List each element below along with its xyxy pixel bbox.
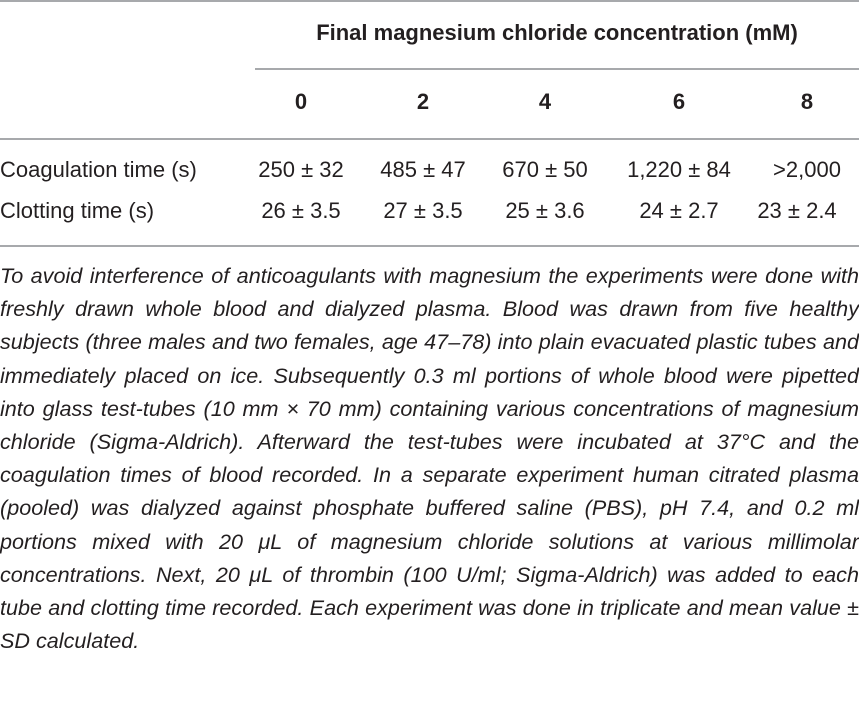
table-cell: 670 ± 50: [502, 157, 588, 182]
table-cell: >2,000: [773, 157, 841, 182]
table-cell: 24 ± 2.7: [639, 198, 719, 223]
column-header: 4: [538, 89, 552, 114]
row-label-clotting-time: Clotting time (s): [0, 198, 155, 223]
table-footnote: To avoid interference of anticoagulants with magnesium the experiments were done with freshly drawn whole blood and dialyzed plasma. Blood was drawn from five healthy subjects (three males and two females, age 47–78) into plain evacuated plastic tubes and immediately placed on ice. Subsequently 0.3 ml portions of whole blood were pipetted into glass test-tubes (10 mm × 70 mm) containing various concentrations of magnesium chloride (Sigma-Aldrich). Afterward the test-tubes were incubated at 37°C and the coagulation times of blood recorded. In a separate experiment human citrated plasma (pooled) was dialyzed against phosphate buffered saline (PBS), pH 7.4, and 0.2 ml portions mixed with 20 μL of magnesium chloride solutions at various millimolar concentrations. Next, 20 μL of thrombin (100 U/ml; Sigma-Aldrich) was added to each tube and clotting time recorded. Each experiment was done in triplicate and mean value ± SD calculated.: [0, 263, 859, 654]
row-label-coagulation-time: Coagulation time (s): [0, 157, 197, 182]
group-header-rule: [255, 68, 859, 70]
column-header: 2: [416, 89, 430, 114]
table-cell: 1,220 ± 84: [627, 157, 731, 182]
table-cell: 25 ± 3.6: [505, 198, 585, 223]
table-cell: 23 ± 2.4: [757, 198, 837, 223]
table-cell: 26 ± 3.5: [261, 198, 341, 223]
top-rule: [0, 0, 859, 2]
group-header: Final magnesium chloride concentration (mM): [316, 20, 798, 45]
table-cell: 250 ± 32: [258, 157, 344, 182]
column-header-rule: [0, 138, 859, 140]
column-header: 6: [672, 89, 686, 114]
column-header: 0: [294, 89, 308, 114]
table-cell: 485 ± 47: [380, 157, 466, 182]
table-cell: 27 ± 3.5: [383, 198, 463, 223]
table-bottom-rule: [0, 245, 859, 247]
column-header: 8: [800, 89, 814, 114]
